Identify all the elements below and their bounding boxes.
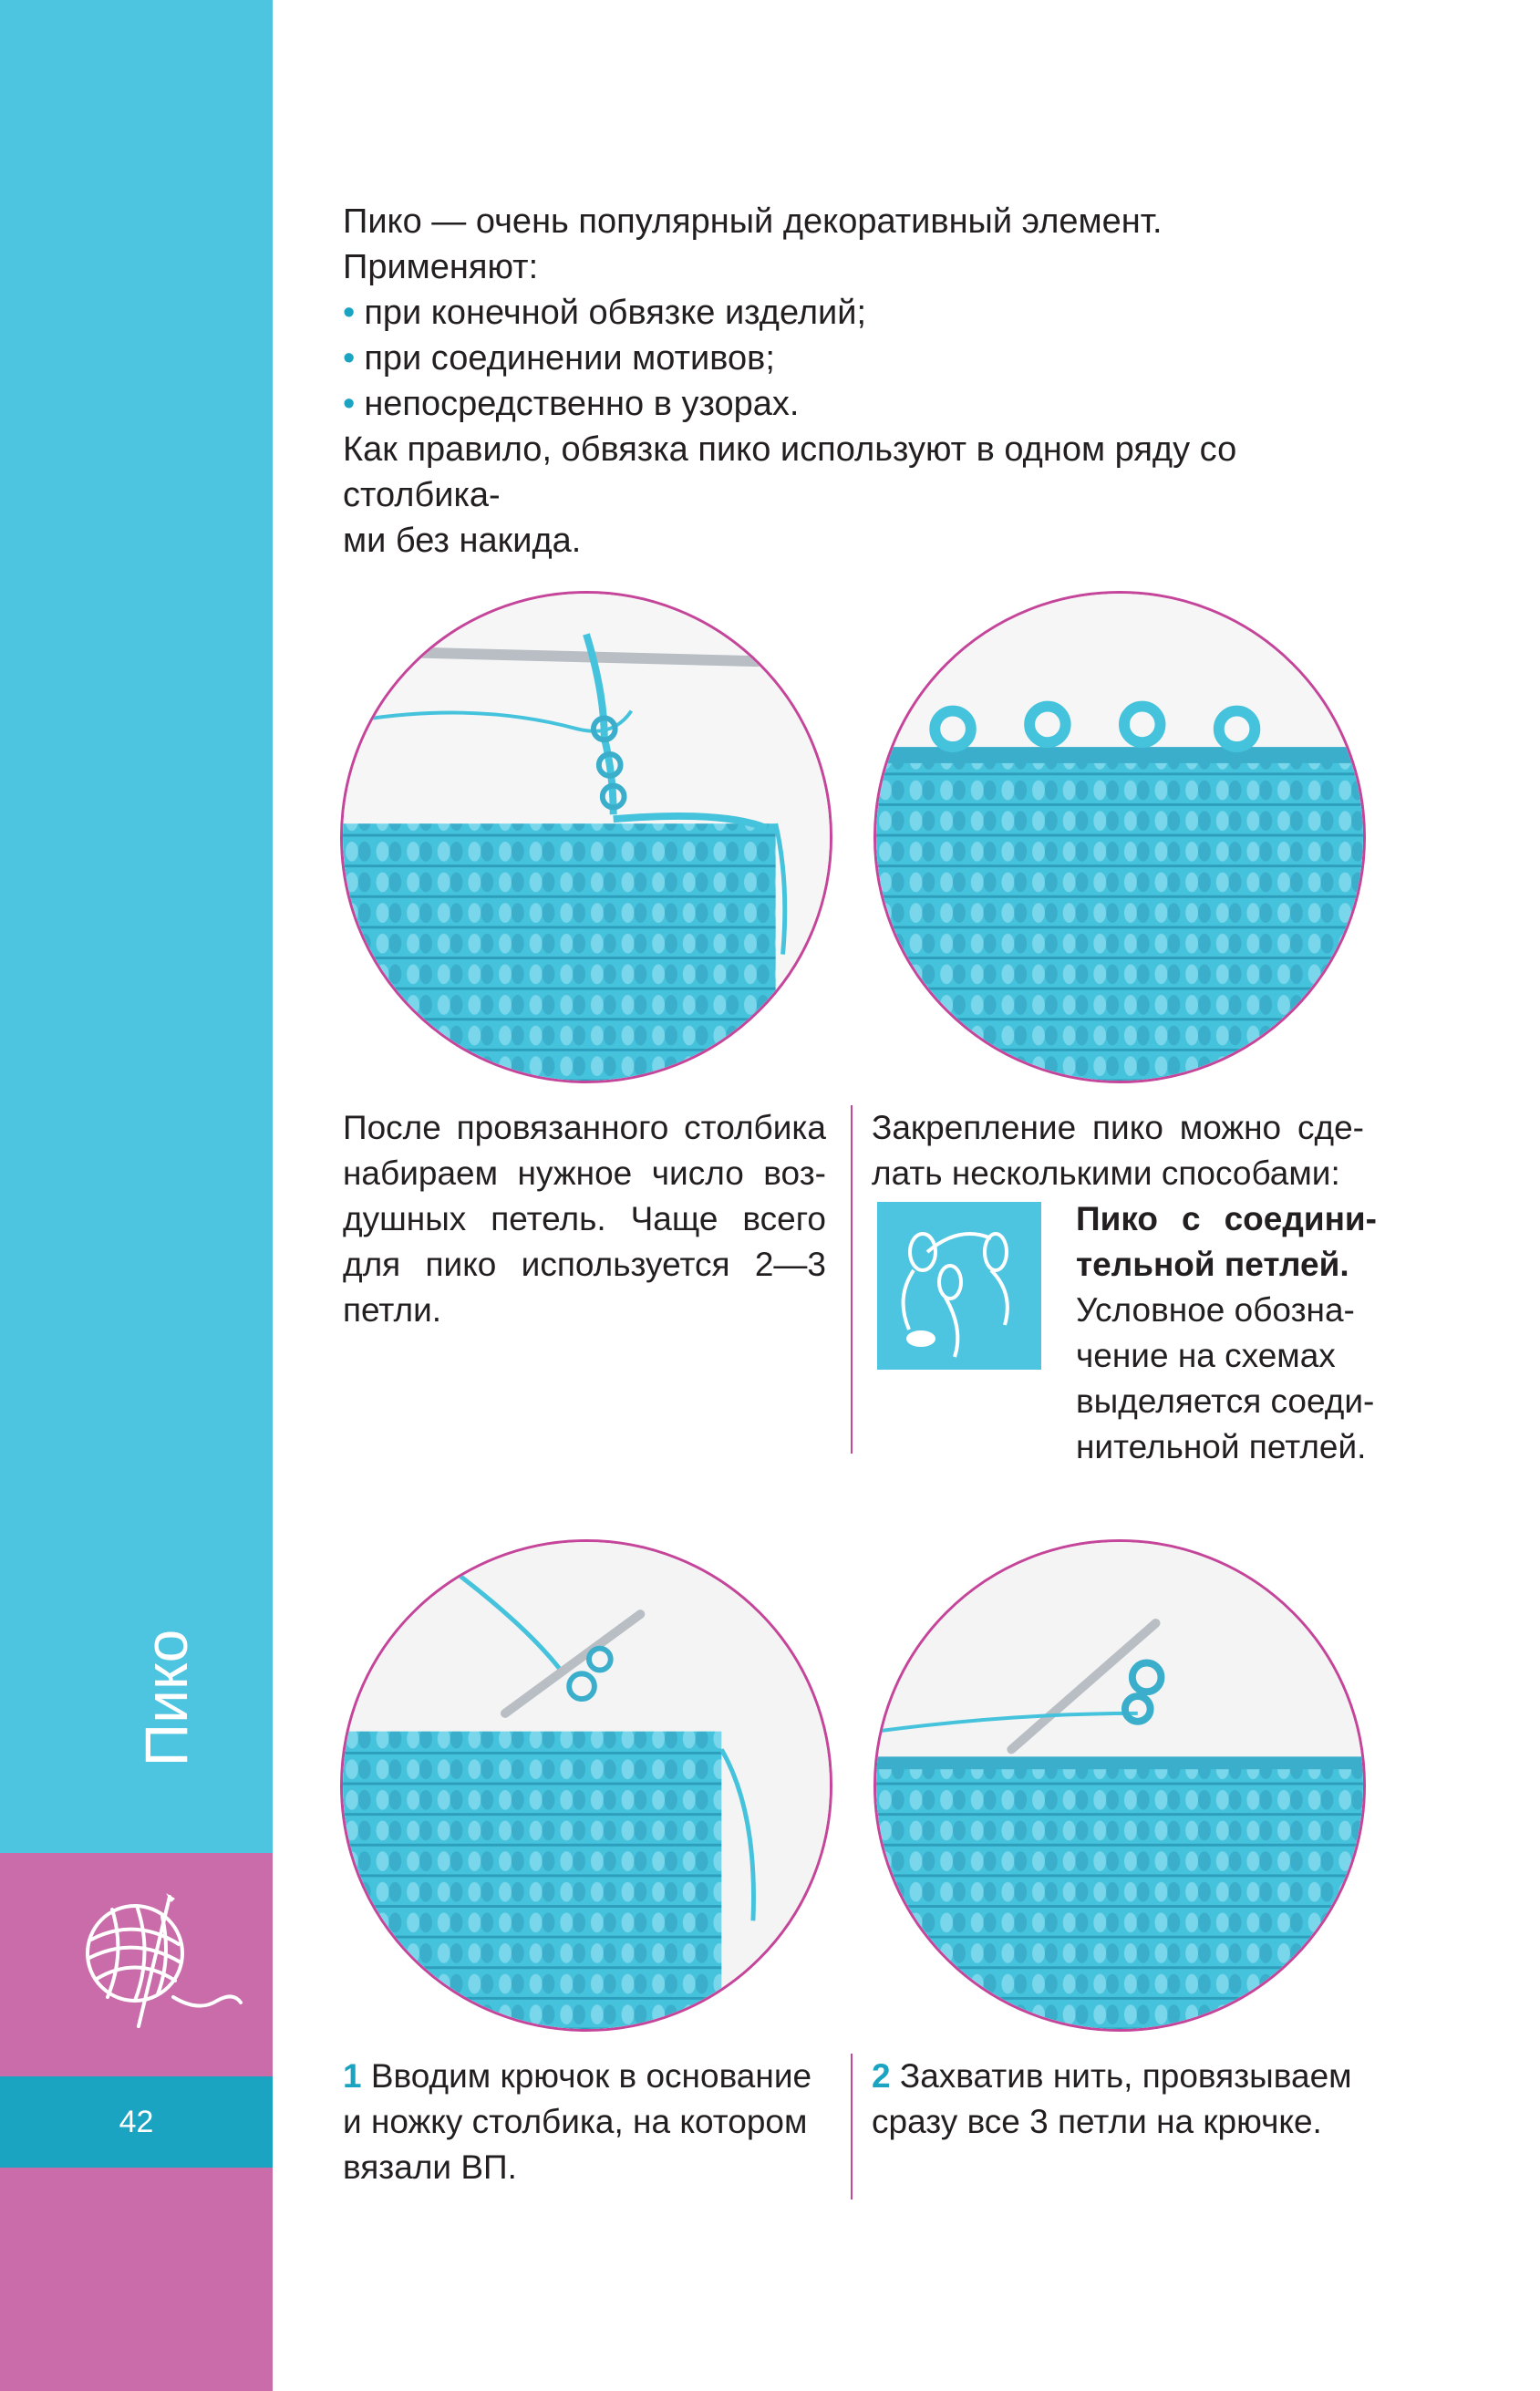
photo-pull-through: [873, 1539, 1366, 2032]
page-number: 42: [0, 2076, 273, 2168]
column-divider: [851, 2054, 853, 2200]
intro-text: [343, 199, 1391, 564]
method-description: [1076, 1196, 1377, 1470]
yarn-ball-icon: [71, 1889, 244, 2035]
bullet-item: • непосредственно в узорах.: [343, 385, 800, 423]
step-number: 2: [872, 2057, 891, 2095]
intro-line: ми без накида.: [343, 522, 582, 560]
caption-chain: После провязанного столбика набираем нужное число воз-душных петель. Чаще всего для пико используется 2—3 петли.: [343, 1109, 826, 1329]
intro-line: Применяют:: [343, 248, 539, 286]
step-2-caption: [872, 2054, 1364, 2145]
bullet-icon: •: [343, 339, 356, 378]
caption-fix-methods: Закрепление пико можно сде-лать несколькими способами:: [872, 1109, 1364, 1192]
photo-chain-stitches: [340, 591, 832, 1083]
section-title: Пико: [132, 1629, 200, 1767]
bullet-item: • при соединении мотивов;: [343, 339, 775, 378]
method-title: Пико с соедини-тельной петлей.: [1076, 1200, 1377, 1283]
photo-picot-edge: [873, 591, 1366, 1083]
intro-line: Пико — очень популярный декоративный элемент.: [343, 202, 1163, 241]
method-text: Условное обозна-чение на схемах выделяется соеди-нительной петлей.: [1076, 1291, 1375, 1465]
photo-hook-insert: [340, 1539, 832, 2032]
step-text: Захватив нить, провязываем сразу все 3 петли на крючке.: [872, 2057, 1352, 2140]
column-divider: [851, 1105, 853, 1454]
bullet-item: • при конечной обвязке изделий;: [343, 294, 866, 332]
step-text: Вводим крючок в основание и ножку столбика, на котором вязали ВП.: [343, 2057, 812, 2186]
sidebar-blue-band: [0, 0, 273, 1853]
step-1-caption: [343, 2054, 835, 2190]
intro-line: Как правило, обвязка пико используют в одном ряду со столбика-: [343, 430, 1237, 514]
picot-symbol-icon: [877, 1202, 1041, 1370]
bullet-icon: •: [343, 385, 356, 423]
bullet-icon: •: [343, 294, 356, 332]
step-number: 1: [343, 2057, 362, 2095]
